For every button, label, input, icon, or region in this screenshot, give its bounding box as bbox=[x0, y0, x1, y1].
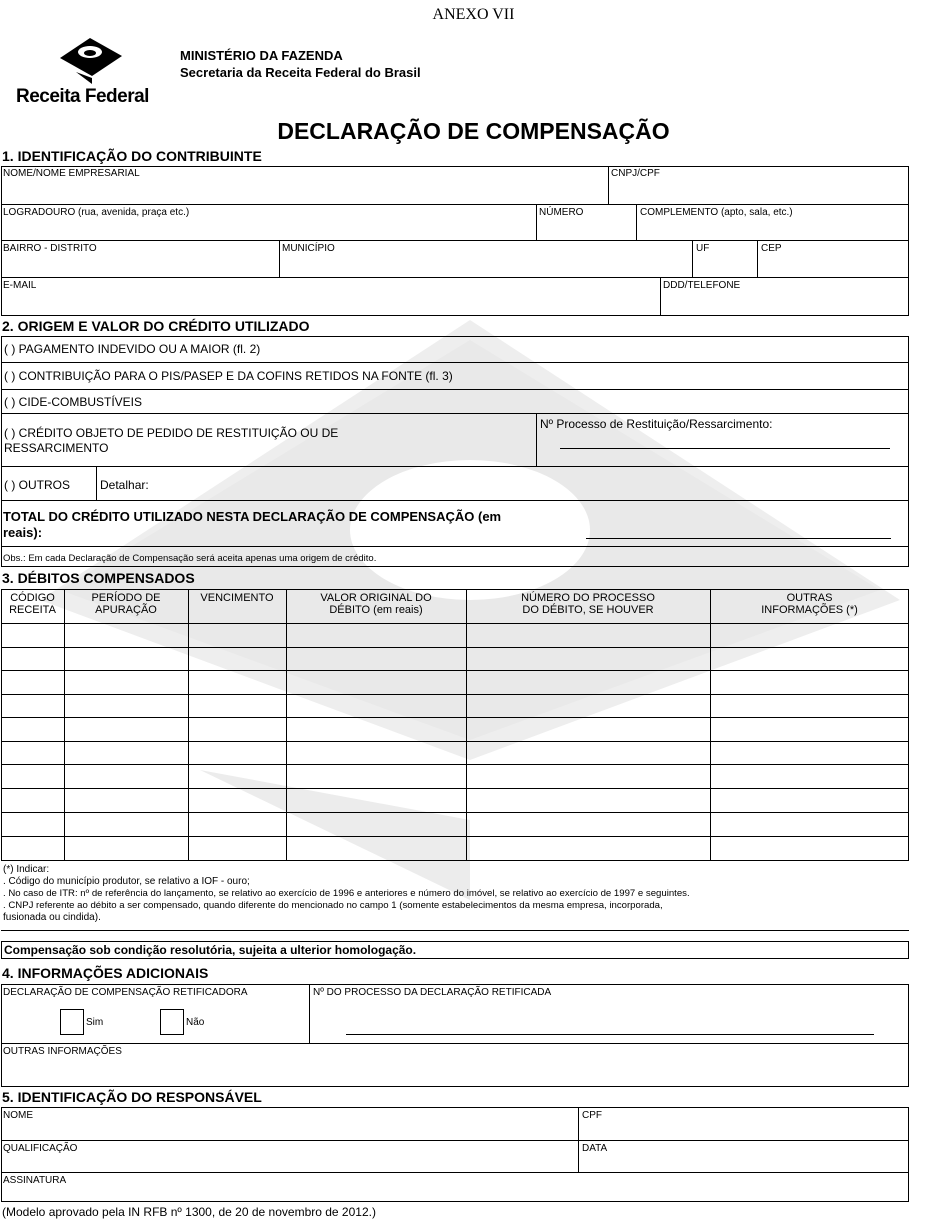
email-field[interactable] bbox=[3, 293, 657, 314]
section-5-title: 5. IDENTIFICAÇÃO DO RESPONSÁVEL bbox=[2, 1089, 262, 1105]
receita-logo-icon bbox=[52, 34, 130, 86]
secretariat-name: Secretaria da Receita Federal do Brasil bbox=[180, 65, 421, 80]
note-itr: . No caso de ITR: nº de referência do lançamento, se relativo ao exercício de 1996 e anteriores e número do imóvel, se relativo ao exercício de 1997 e seguintes. bbox=[3, 888, 690, 899]
brand-name: Receita Federal bbox=[16, 86, 149, 107]
telefone-label: DDD/TELEFONE bbox=[663, 280, 741, 291]
uf-label: UF bbox=[696, 243, 710, 254]
total-credito-label: TOTAL DO CRÉDITO UTILIZADO NESTA DECLARAÇÃO DE COMPENSAÇÃO (em bbox=[3, 509, 502, 524]
sim-checkbox[interactable] bbox=[60, 1009, 84, 1035]
opt-pis-cofins[interactable]: ( ) CONTRIBUIÇÃO PARA O PIS/PASEP E DA COFINS RETIDOS NA FONTE (fl. 3) bbox=[4, 369, 453, 383]
detalhar-field[interactable] bbox=[160, 472, 905, 496]
municipio-label: MUNICÍPIO bbox=[282, 243, 335, 254]
nome-field[interactable] bbox=[3, 182, 603, 202]
nao-checkbox[interactable] bbox=[160, 1009, 184, 1035]
nome-label: NOME/NOME EMPRESARIAL bbox=[3, 168, 140, 179]
outras-informacoes-label: OUTRAS INFORMAÇÕES bbox=[3, 1046, 122, 1057]
section-3-title: 3. DÉBITOS COMPENSADOS bbox=[2, 570, 195, 586]
col-valor-header: VALOR ORIGINAL DO DÉBITO (em reais) bbox=[320, 592, 432, 616]
email-label: E-MAIL bbox=[3, 280, 37, 291]
opt-restituicao-line2: RESSARCIMENTO bbox=[4, 441, 109, 455]
note-iof: . Código do município produtor, se relativo a IOF - ouro; bbox=[3, 876, 250, 887]
qualificacao-field[interactable] bbox=[3, 1155, 575, 1171]
processo-retificada-label: Nº DO PROCESSO DA DECLARAÇÃO RETIFICADA bbox=[313, 987, 552, 998]
assinatura-field[interactable] bbox=[3, 1187, 906, 1201]
qualificacao-label: QUALIFICAÇÃO bbox=[3, 1143, 78, 1154]
ministry-name: MINISTÉRIO DA FAZENDA bbox=[180, 48, 343, 63]
bairro-field[interactable] bbox=[3, 256, 277, 275]
cnpj-label: CNPJ/CPF bbox=[611, 168, 660, 179]
annex-title: ANEXO VII bbox=[432, 6, 515, 23]
debitos-table bbox=[1, 589, 909, 861]
processo-restituicao-label: Nº Processo de Restituição/Ressarcimento: bbox=[540, 417, 773, 431]
detalhar-label: Detalhar: bbox=[100, 478, 149, 492]
cep-field[interactable] bbox=[761, 256, 906, 275]
numero-label: NÚMERO bbox=[539, 207, 584, 218]
condition-text: Compensação sob condição resolutória, sujeita a ulterior homologação. bbox=[4, 943, 417, 957]
total-credito-line[interactable] bbox=[586, 538, 891, 539]
col-vencimento-header: VENCIMENTO bbox=[200, 592, 274, 604]
opt-pagamento-indevido[interactable]: ( ) PAGAMENTO INDEVIDO OU A MAIOR (fl. 2) bbox=[4, 342, 261, 356]
section-1-title: 1. IDENTIFICAÇÃO DO CONTRIBUINTE bbox=[2, 148, 262, 164]
note-cnpj-2: fusionada ou cindida). bbox=[3, 912, 101, 923]
assinatura-label: ASSINATURA bbox=[3, 1175, 67, 1186]
cnpj-field[interactable] bbox=[611, 182, 906, 202]
bairro-label: BAIRRO - DISTRITO bbox=[3, 243, 97, 254]
opt-outros[interactable]: ( ) OUTROS bbox=[4, 478, 70, 492]
data-label: DATA bbox=[582, 1143, 608, 1154]
section-4-title: 4. INFORMAÇÕES ADICIONAIS bbox=[2, 965, 209, 981]
total-credito-label-2: reais): bbox=[3, 525, 43, 540]
nao-label: Não bbox=[186, 1017, 205, 1028]
col-periodo-header: PERÍODO DE APURAÇÃO bbox=[91, 592, 161, 616]
complemento-label: COMPLEMENTO (apto, sala, etc.) bbox=[640, 207, 793, 218]
footer-text: (Modelo aprovado pela IN RFB nº 1300, de 20 de novembro de 2012.) bbox=[2, 1205, 376, 1219]
numero-field[interactable] bbox=[539, 220, 634, 238]
uf-field[interactable] bbox=[696, 256, 755, 275]
col-codigo-header: CÓDIGO RECEITA bbox=[9, 592, 56, 616]
logradouro-field[interactable] bbox=[3, 220, 533, 238]
obs-text: Obs.: Em cada Declaração de Compensação será aceita apenas uma origem de crédito. bbox=[3, 553, 377, 564]
responsavel-cpf-field[interactable] bbox=[582, 1122, 906, 1139]
note-cnpj: . CNPJ referente ao débito a ser compensado, quando diferente do mencionado no campo 1 (somente estabelecimentos da mesma empresa, incorporada, bbox=[3, 900, 663, 911]
responsavel-nome-label: NOME bbox=[3, 1110, 33, 1121]
retificadora-label: DECLARAÇÃO DE COMPENSAÇÃO RETIFICADORA bbox=[3, 987, 248, 998]
processo-retificada-line[interactable] bbox=[346, 1034, 874, 1035]
telefone-field[interactable] bbox=[663, 293, 906, 314]
municipio-field[interactable] bbox=[282, 256, 690, 275]
opt-restituicao[interactable]: ( ) CRÉDITO OBJETO DE PEDIDO DE RESTITUIÇÃO OU DE bbox=[4, 426, 339, 440]
note-indicar: (*) Indicar: bbox=[3, 864, 50, 875]
col-processo-header: NÚMERO DO PROCESSO DO DÉBITO, SE HOUVER bbox=[521, 592, 655, 616]
col-outras-header: OUTRAS INFORMAÇÕES (*) bbox=[761, 592, 858, 616]
processo-restituicao-line[interactable] bbox=[560, 448, 890, 449]
sim-label: Sim bbox=[86, 1017, 104, 1028]
complemento-field[interactable] bbox=[640, 220, 906, 238]
responsavel-nome-field[interactable] bbox=[3, 1122, 575, 1139]
outras-informacoes-field[interactable] bbox=[3, 1060, 906, 1084]
form-title: DECLARAÇÃO DE COMPENSAÇÃO bbox=[277, 118, 670, 144]
responsavel-cpf-label: CPF bbox=[582, 1110, 602, 1121]
data-field[interactable] bbox=[582, 1155, 906, 1171]
logradouro-label: LOGRADOURO (rua, avenida, praça etc.) bbox=[3, 207, 190, 218]
cep-label: CEP bbox=[761, 243, 782, 254]
section-2-title: 2. ORIGEM E VALOR DO CRÉDITO UTILIZADO bbox=[2, 318, 310, 334]
opt-cide[interactable]: ( ) CIDE-COMBUSTÍVEIS bbox=[4, 395, 143, 409]
